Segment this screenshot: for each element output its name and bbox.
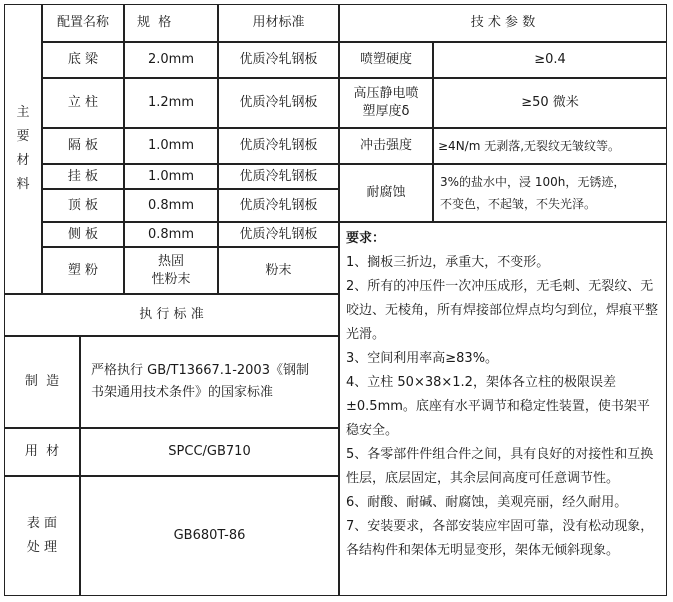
material-name: 侧 板 bbox=[42, 222, 124, 247]
material-name: 立 柱 bbox=[42, 78, 124, 128]
materials-label-char: 主 bbox=[16, 105, 30, 120]
material-spec: 1.0mm bbox=[124, 128, 218, 164]
tech-label: 耐腐蚀 bbox=[339, 164, 433, 222]
tech-header: 技 术 参 数 bbox=[339, 4, 667, 42]
material-standard: 优质冷轧钢板 bbox=[218, 42, 339, 78]
tech-value: ≥4N/m 无剥落,无裂纹无皱纹等。 bbox=[433, 128, 667, 164]
material-standard: 优质冷轧钢板 bbox=[218, 189, 339, 222]
material-spec: 热固 性粉末 bbox=[124, 247, 218, 294]
exec-value: SPCC/GB710 bbox=[80, 428, 339, 476]
spec-table bbox=[4, 4, 667, 596]
exec-label: 表 面 处 理 bbox=[4, 476, 80, 596]
material-name: 隔 板 bbox=[42, 128, 124, 164]
materials-section-label bbox=[4, 4, 42, 294]
header-standard: 用材标准 bbox=[218, 4, 339, 42]
material-name: 挂 板 bbox=[42, 164, 124, 189]
tech-label: 喷塑硬度 bbox=[339, 42, 433, 78]
requirement-item: 5、各零部件件组合件之间，具有良好的对接性和互换性层，底层固定，其余层间高度可任意调节性。 bbox=[346, 447, 654, 486]
material-standard: 优质冷轧钢板 bbox=[218, 222, 339, 247]
requirement-item: 3、空间利用率高≥83%。 bbox=[346, 351, 499, 366]
material-spec: 0.8mm bbox=[124, 222, 218, 247]
requirement-item: 4、立柱 50×38×1.2，架体各立柱的极限误差±0.5mm。底座有水平调节和稳定性装置，使书架平稳安全。 bbox=[346, 375, 650, 438]
material-standard: 粉末 bbox=[218, 247, 339, 294]
requirements-title: 要求： bbox=[346, 231, 386, 246]
material-spec: 1.2mm bbox=[124, 78, 218, 128]
exec-header: 执 行 标 准 bbox=[4, 294, 339, 336]
tech-value: ≥0.4 bbox=[433, 42, 667, 78]
tech-label: 高压静电喷 塑厚度δ bbox=[339, 78, 433, 128]
exec-value: 严格执行 GB/T13667.1-2003《钢制 书架通用技术条件》的国家标准 bbox=[80, 336, 339, 428]
requirement-item: 6、耐酸、耐碱、耐腐蚀，美观亮丽，经久耐用。 bbox=[346, 495, 628, 510]
exec-label: 用 材 bbox=[4, 428, 80, 476]
materials-label-char: 料 bbox=[16, 177, 30, 192]
material-standard: 优质冷轧钢板 bbox=[218, 78, 339, 128]
header-config-name: 配置名称 bbox=[42, 4, 124, 42]
exec-value: GB680T-86 bbox=[80, 476, 339, 596]
requirement-item: 1、搁板三折边，承重大，不变形。 bbox=[346, 255, 550, 270]
exec-label: 制 造 bbox=[4, 336, 80, 428]
requirement-item: 7、安装要求，各部安装应牢固可靠，没有松动现象，各结构件和架体无明显变形，架体无倾斜现象。 bbox=[346, 519, 654, 558]
material-spec: 2.0mm bbox=[124, 42, 218, 78]
material-spec: 1.0mm bbox=[124, 164, 218, 189]
header-spec: 规 格 bbox=[124, 4, 218, 42]
requirement-item: 2、所有的冲压件一次冲压成形，无毛刺、无裂纹、无咬边、无棱角，所有焊接部位焊点均匀到位，焊痕平整光滑。 bbox=[346, 279, 659, 342]
materials-label-char: 要 bbox=[16, 129, 30, 144]
material-standard: 优质冷轧钢板 bbox=[218, 128, 339, 164]
tech-label: 冲击强度 bbox=[339, 128, 433, 164]
tech-value: 3%的盐水中，浸 100h，无锈迹， 不变色，不起皱，不失光泽。 bbox=[433, 164, 667, 222]
materials-label-char: 材 bbox=[16, 153, 30, 168]
material-name: 塑 粉 bbox=[42, 247, 124, 294]
material-name: 底 梁 bbox=[42, 42, 124, 78]
material-name: 顶 板 bbox=[42, 189, 124, 222]
requirements-panel bbox=[339, 222, 667, 596]
material-spec: 0.8mm bbox=[124, 189, 218, 222]
material-standard: 优质冷轧钢板 bbox=[218, 164, 339, 189]
tech-value: ≥50 微米 bbox=[433, 78, 667, 128]
